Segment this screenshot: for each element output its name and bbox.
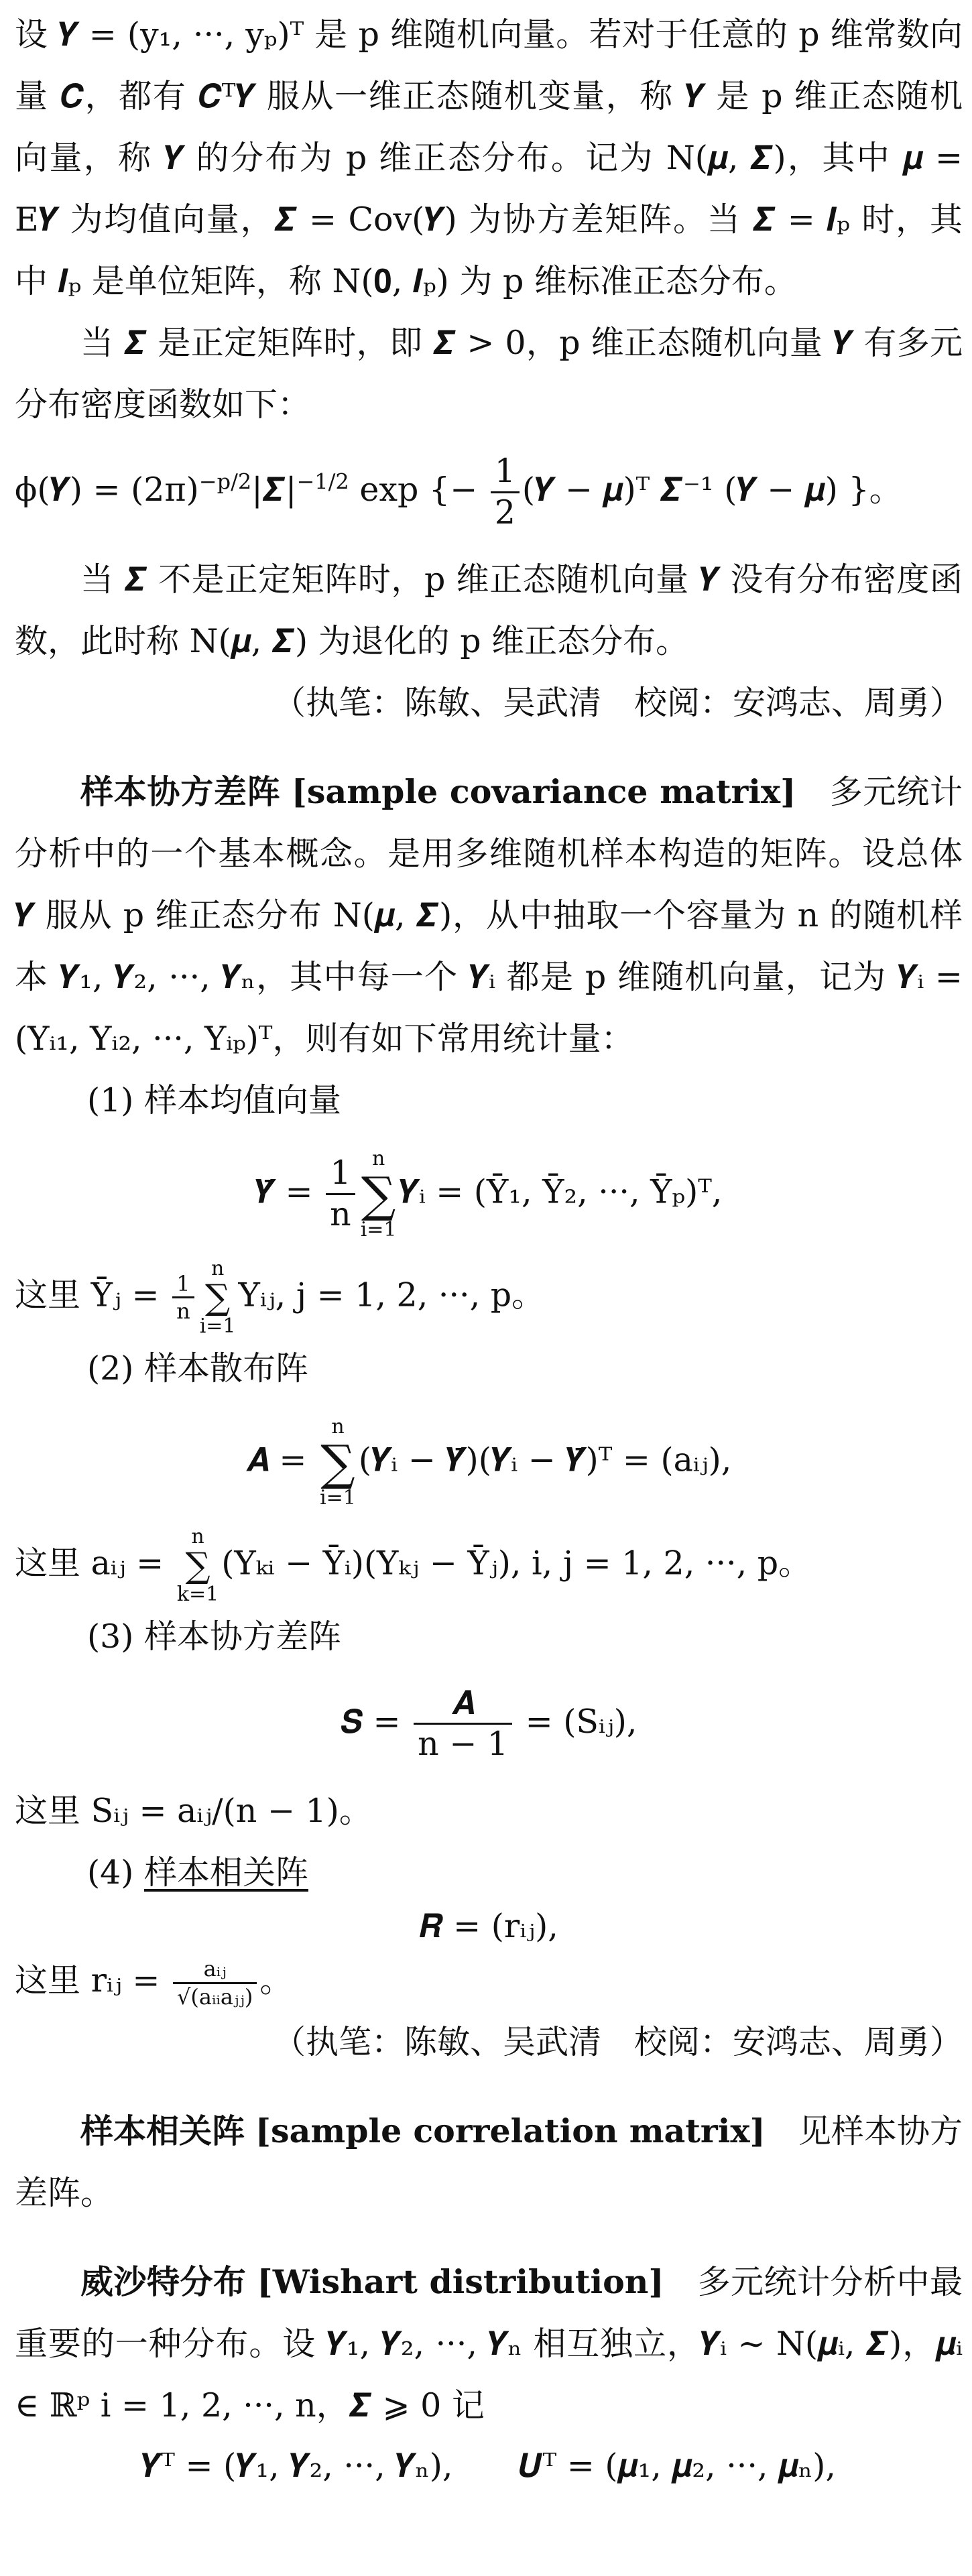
fraction: $\frac{1}{n}$	[172, 1271, 194, 1325]
entry-title: 样本协方差阵	[80, 772, 281, 811]
explanation-line: 这里 Sᵢⱼ = aᵢⱼ/(n − 1)。	[15, 1792, 372, 1831]
entry-title-en: [sample correlation matrix]	[255, 2111, 766, 2150]
entry-title: 威沙特分布	[80, 2262, 247, 2301]
entry-text: 见样本协方差阵。	[15, 2111, 963, 2212]
equation-covariance: 𝑺 = $\frac{\text{𝑨}}{n - 1}$ = (Sᵢⱼ),	[340, 1683, 637, 1764]
entry-sample-correlation	[15, 2100, 963, 2224]
entry-wishart	[15, 2251, 963, 2437]
eq-density-sup: −p/2	[198, 469, 252, 495]
sum-operator: n ∑ i=1	[360, 1146, 397, 1241]
sum-operator: n ∑ i=1	[199, 1256, 236, 1338]
equation-correlation: 𝑹 = (rᵢⱼ),	[419, 1907, 558, 1946]
paragraph-normal-distribution: 设 𝒀 = (y₁, ···, yₚ)ᵀ 是 p 维随机向量。若对于任意的 p 维常数向量 𝑪，都有 𝑪ᵀ𝒀 服从一维正态随机变量，称 𝒀 是 p 维正态随机向量，称 𝒀 的分布为 p 维正态分布。记为 N(𝝁, 𝜮)，其中 𝝁 = E𝒀 为均值向量，𝜮 = Cov(𝒀) 为协方差矩阵。当 𝜮 = 𝑰ₚ 时，其中 𝑰ₚ 是单位矩阵，称 N(𝟎, 𝑰ₚ) 为 p 维标准正态分布。	[15, 15, 963, 300]
eq-density-sup: −1/2	[296, 469, 349, 495]
entry-text: 多元统计分析中的一个基本概念。是用多维随机样本构造的矩阵。设总体 𝒀 服从 p 维正态分布 N(𝝁, 𝜮)，从中抽取一个容量为 n 的随机样本 𝒀₁, 𝒀₂, ···, 𝒀ₙ，其中每一个 𝒀ᵢ 都是 p 维随机向量，记为 𝒀ᵢ = (Yᵢ₁, Yᵢ₂, ···, Yᵢₚ)ᵀ，则有如下常用统计量：	[15, 772, 963, 1058]
entry-title-en: [sample covariance matrix]	[291, 772, 796, 811]
entry-title-en: [Wishart distribution]	[257, 2262, 664, 2301]
entry-text: 多元统计分析中最重要的一种分布。设 𝒀₁, 𝒀₂, ···, 𝒀ₙ 相互独立，𝒀ᵢ ∼ N(𝝁ᵢ, 𝜮)，𝝁ᵢ ∈ ℝᵖ i = 1, 2, ···, n，𝜮 ⩾ 0 记	[15, 2262, 963, 2425]
list-item: (1) 样本均值向量	[87, 1081, 341, 1119]
eq-density-fraction: $\frac{1}{2}$	[491, 452, 520, 533]
eq-density-part: (𝒀 − 𝝁)ᵀ 𝜮⁻¹ (𝒀 − 𝝁) }。	[522, 470, 902, 509]
list-item: (4) 样本相关阵	[87, 1853, 308, 1892]
sum-operator: n ∑ i=1	[320, 1414, 356, 1510]
fraction: $\frac{\text{𝑨}}{n - 1}$	[414, 1684, 512, 1765]
explanation-line: 这里 aᵢⱼ = n ∑ k=1 (Yₖᵢ − Ȳᵢ)(Yₖⱼ − Ȳⱼ), i, j = 1, 2, ···, p。	[15, 1524, 812, 1606]
entry-sample-covariance	[15, 761, 963, 1070]
eq-density-part: |𝜮|	[251, 470, 297, 509]
explanation-line: 这里 rᵢⱼ = $\frac{\text{aᵢⱼ}}{\text{√(aᵢᵢaⱼⱼ)}}$ 。	[15, 1956, 293, 2010]
credit-line: （执笔：陈敏、吴武清 校阅：安鸿志、周勇）	[272, 2022, 963, 2061]
equation-wishart-definition: 𝒀ᵀ = (𝒀₁, 𝒀₂, ···, 𝒀ₙ), 𝑼ᵀ = (𝝁₁, 𝝁₂, ···, 𝝁ₙ),	[141, 2446, 836, 2485]
list-item: (2) 样本散布阵	[87, 1349, 308, 1388]
sum-operator: n ∑ k=1	[176, 1524, 219, 1606]
equation-scatter-matrix: 𝑨 = n ∑ i=1 (𝒀ᵢ − 𝒀̄)(𝒀ᵢ − 𝒀̄)ᵀ = (aᵢⱼ),	[245, 1414, 732, 1510]
cross-reference-link[interactable]: 样本相关阵	[143, 1853, 308, 1892]
explanation-line: 这里 Ȳⱼ = $\frac{1}{n}$ n ∑ i=1 Yᵢⱼ, j = 1, 2, ···, p。	[15, 1256, 545, 1338]
entry-title: 样本相关阵	[80, 2111, 245, 2150]
equation-density	[15, 452, 963, 533]
fraction: $\frac{\text{aᵢⱼ}}{\text{√(aᵢᵢaⱼⱼ)}}$	[173, 1956, 257, 2010]
paragraph-degenerate: 当 𝜮 不是正定矩阵时，p 维正态随机向量 𝒀 没有分布密度函数，此时称 N(𝝁, 𝜮) 为退化的 p 维正态分布。	[15, 560, 963, 660]
credit-line: （执笔：陈敏、吴武清 校阅：安鸿志、周勇）	[272, 683, 963, 722]
paragraph-density-intro: 当 𝜮 是正定矩阵时，即 𝜮 > 0，p 维正态随机向量 𝒀 有多元分布密度函数如下：	[15, 324, 963, 424]
fraction: $\frac{1}{n}$	[326, 1154, 355, 1235]
eq-density-part: ϕ(𝒀) = (2π)	[15, 470, 199, 509]
list-item: (3) 样本协方差阵	[87, 1617, 341, 1656]
eq-density-part: exp {−	[349, 470, 488, 509]
equation-sample-mean: 𝒀̄ = $\frac{1}{n}$ n ∑ i=1 𝒀ᵢ = (Ȳ₁, Ȳ₂, ···, Ȳₚ)ᵀ,	[255, 1146, 723, 1241]
